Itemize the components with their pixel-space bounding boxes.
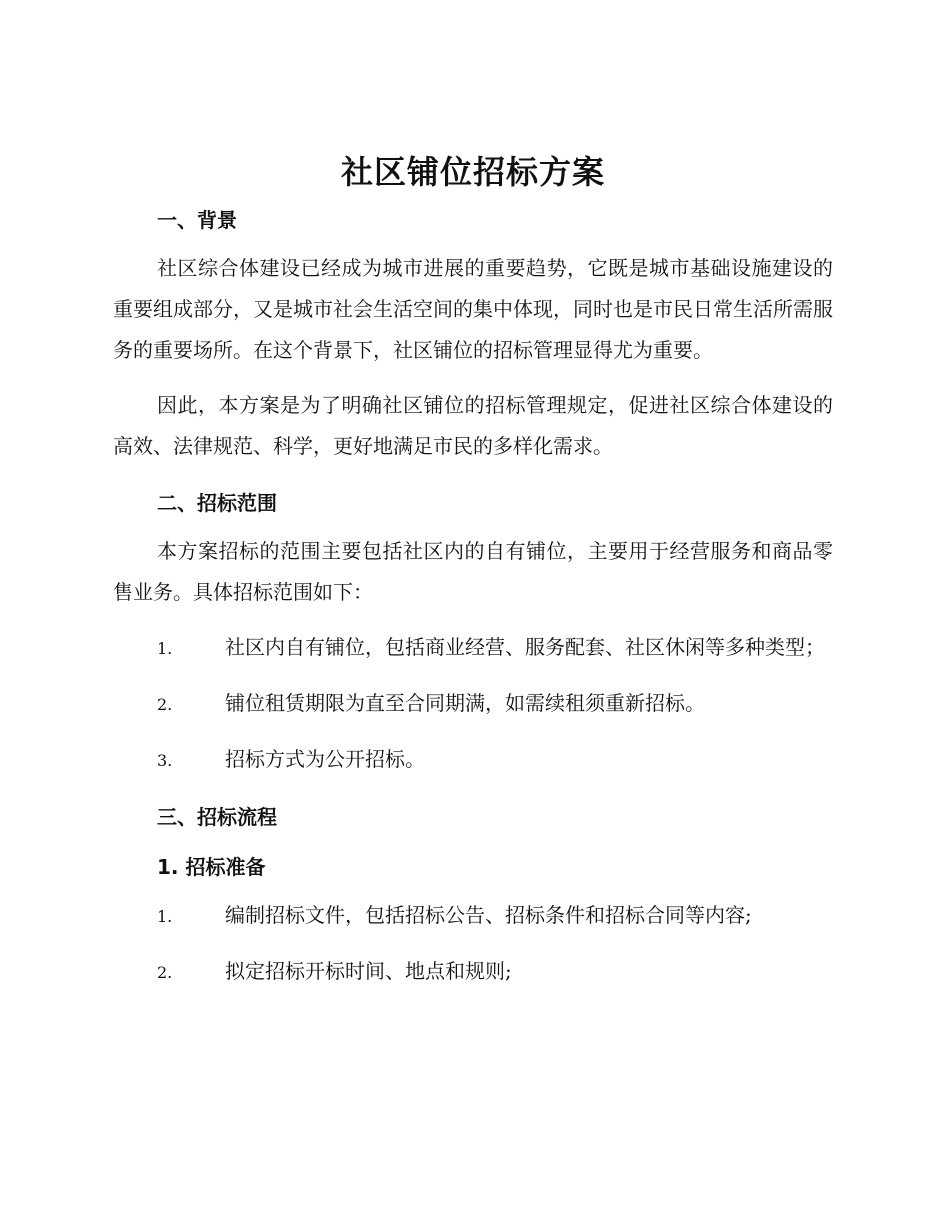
paragraph: 社区综合体建设已经成为城市进展的重要趋势，它既是城市基础设施建设的重要组成部分，又是城市社会生活空间的集中体现，同时也是市民日常生活所需服务的重要场所。在这个背景下，社区铺位的招标管理显得尤为重要。: [113, 256, 833, 362]
list-text: 社区内自有铺位，包括商业经营、服务配套、社区休闲等多种类型；: [225, 635, 825, 659]
list-number: 3.: [157, 751, 173, 770]
list-text: 铺位租赁期限为直至合同期满，如需续租须重新招标。: [225, 691, 705, 715]
section-heading-process: 三、招标流程: [157, 805, 277, 829]
section-heading-background: 一、背景: [157, 208, 237, 232]
list-number: 2.: [157, 695, 173, 714]
list-text: 拟定招标开标时间、地点和规则;: [225, 959, 512, 983]
list-item: [113, 895, 833, 937]
list-item: [113, 683, 833, 725]
list-number: 2.: [157, 963, 173, 982]
list-number: 1.: [157, 907, 173, 926]
section-heading-scope: 二、招标范围: [157, 491, 277, 515]
list-number: 1.: [157, 639, 173, 658]
document-title: 社区铺位招标方案: [340, 153, 605, 191]
list-text: 编制招标文件，包括招标公告、招标条件和招标合同等内容;: [225, 903, 752, 927]
paragraph: 因此，本方案是为了明确社区铺位的招标管理规定，促进社区综合体建设的高效、法律规范、科学，更好地满足市民的多样化需求。: [113, 393, 833, 458]
document-page: [113, 150, 833, 993]
list-item: [113, 951, 833, 993]
paragraph: 本方案招标的范围主要包括社区内的自有铺位，主要用于经营服务和商品零售业务。具体招标范围如下：: [113, 539, 833, 604]
subsection-heading: 1. 招标准备: [157, 855, 266, 879]
list-text: 招标方式为公开招标。: [225, 747, 425, 771]
list-item: [113, 739, 833, 781]
list-item: [113, 627, 833, 669]
